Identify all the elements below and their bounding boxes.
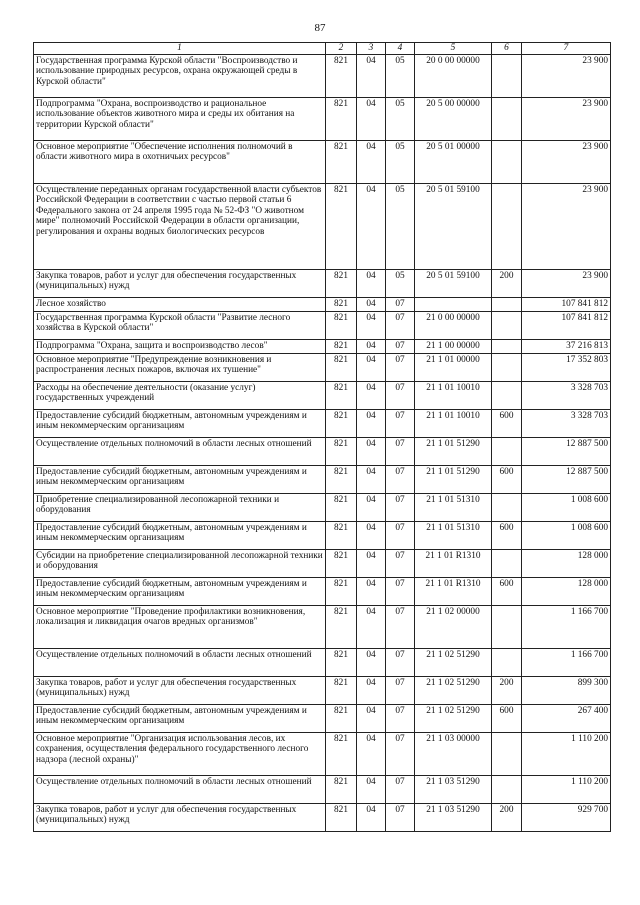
expense-type-cell	[492, 437, 522, 465]
ministry-code-cell: 821	[326, 732, 357, 775]
column-header-6: 6	[492, 43, 522, 55]
table-row	[34, 183, 611, 269]
row-name-cell: Подпрограмма "Охрана, воспроизводство и рациональное использование объектов животного мира и среды их обитания на территории Курской области"	[34, 97, 326, 140]
target-code-cell: 21 1 00 00000	[415, 339, 492, 353]
expense-type-cell	[492, 648, 522, 676]
row-name-cell: Предоставление субсидий бюджетным, автономным учреждениям и иным некоммерческим организациям	[34, 465, 326, 493]
table-row	[34, 732, 611, 775]
target-code-cell: 21 1 01 51310	[415, 521, 492, 549]
table-row	[34, 311, 611, 339]
ministry-code-cell: 821	[326, 521, 357, 549]
expense-type-cell: 600	[492, 409, 522, 437]
column-header-3: 3	[357, 43, 386, 55]
amount-cell: 23 900	[522, 269, 611, 297]
row-name-cell: Лесное хозяйство	[34, 297, 326, 311]
column-header-5: 5	[415, 43, 492, 55]
ministry-code-cell: 821	[326, 54, 357, 97]
ministry-code-cell: 821	[326, 269, 357, 297]
subsection-code-cell: 07	[386, 381, 415, 409]
amount-cell: 12 887 500	[522, 465, 611, 493]
ministry-code-cell: 821	[326, 676, 357, 704]
amount-cell: 128 000	[522, 577, 611, 605]
amount-cell: 23 900	[522, 183, 611, 269]
table-row	[34, 648, 611, 676]
section-code-cell: 04	[357, 549, 386, 577]
target-code-cell: 21 0 00 00000	[415, 311, 492, 339]
expense-type-cell	[492, 605, 522, 648]
ministry-code-cell: 821	[326, 409, 357, 437]
table-row	[34, 97, 611, 140]
row-name-cell: Основное мероприятие "Предупреждение возникновения и распространения лесных пожаров, включая их тушение"	[34, 353, 326, 381]
subsection-code-cell: 07	[386, 549, 415, 577]
amount-cell: 12 887 500	[522, 437, 611, 465]
subsection-code-cell: 07	[386, 339, 415, 353]
ministry-code-cell: 821	[326, 353, 357, 381]
amount-cell: 107 841 812	[522, 311, 611, 339]
section-code-cell: 04	[357, 577, 386, 605]
target-code-cell: 21 1 01 51290	[415, 465, 492, 493]
row-name-cell: Осуществление отдельных полномочий в области лесных отношений	[34, 648, 326, 676]
ministry-code-cell: 821	[326, 311, 357, 339]
section-code-cell: 04	[357, 465, 386, 493]
subsection-code-cell: 05	[386, 97, 415, 140]
expense-type-cell: 600	[492, 521, 522, 549]
section-code-cell: 04	[357, 381, 386, 409]
table-row	[34, 297, 611, 311]
section-code-cell: 04	[357, 803, 386, 831]
target-code-cell: 21 1 01 10010	[415, 381, 492, 409]
section-code-cell: 04	[357, 437, 386, 465]
expense-type-cell	[492, 775, 522, 803]
expense-type-cell: 600	[492, 577, 522, 605]
table-row	[34, 775, 611, 803]
target-code-cell: 20 0 00 00000	[415, 54, 492, 97]
target-code-cell: 21 1 02 51290	[415, 648, 492, 676]
ministry-code-cell: 821	[326, 465, 357, 493]
table-row	[34, 140, 611, 183]
amount-cell: 3 328 703	[522, 381, 611, 409]
expense-type-cell	[492, 54, 522, 97]
section-code-cell: 04	[357, 704, 386, 732]
amount-cell: 23 900	[522, 140, 611, 183]
table-row	[34, 549, 611, 577]
section-code-cell: 04	[357, 521, 386, 549]
amount-cell: 1 166 700	[522, 605, 611, 648]
section-code-cell: 04	[357, 54, 386, 97]
row-name-cell: Государственная программа Курской области "Воспроизводство и использование природных ресурсов, охрана окружающей среды в Курской области"	[34, 54, 326, 97]
table-body	[34, 54, 611, 831]
amount-cell: 23 900	[522, 97, 611, 140]
row-name-cell: Расходы на обеспечение деятельности (оказание услуг) государственных учреждений	[34, 381, 326, 409]
table-row	[34, 381, 611, 409]
target-code-cell: 21 1 03 00000	[415, 732, 492, 775]
section-code-cell: 04	[357, 605, 386, 648]
table-row	[34, 493, 611, 521]
subsection-code-cell: 07	[386, 605, 415, 648]
row-name-cell: Основное мероприятие "Организация использования лесов, их сохранения, осуществления федерального государственного лесного надзора (лесной охраны)"	[34, 732, 326, 775]
ministry-code-cell: 821	[326, 381, 357, 409]
table-row	[34, 465, 611, 493]
row-name-cell: Закупка товаров, работ и услуг для обеспечения государственных (муниципальных) нужд	[34, 803, 326, 831]
target-code-cell: 20 5 01 59100	[415, 269, 492, 297]
ministry-code-cell: 821	[326, 577, 357, 605]
amount-cell: 1 110 200	[522, 732, 611, 775]
section-code-cell: 04	[357, 183, 386, 269]
amount-cell: 899 300	[522, 676, 611, 704]
target-code-cell: 21 1 02 51290	[415, 676, 492, 704]
section-code-cell: 04	[357, 775, 386, 803]
table-row	[34, 521, 611, 549]
subsection-code-cell: 07	[386, 775, 415, 803]
subsection-code-cell: 07	[386, 648, 415, 676]
section-code-cell: 04	[357, 339, 386, 353]
section-code-cell: 04	[357, 732, 386, 775]
expense-type-cell: 600	[492, 465, 522, 493]
row-name-cell: Приобретение специализированной лесопожарной техники и оборудования	[34, 493, 326, 521]
table-row	[34, 269, 611, 297]
section-code-cell: 04	[357, 493, 386, 521]
ministry-code-cell: 821	[326, 140, 357, 183]
subsection-code-cell: 05	[386, 269, 415, 297]
table-row	[34, 54, 611, 97]
subsection-code-cell: 07	[386, 437, 415, 465]
expense-type-cell	[492, 732, 522, 775]
subsection-code-cell: 07	[386, 676, 415, 704]
column-number-row	[34, 43, 611, 55]
ministry-code-cell: 821	[326, 437, 357, 465]
expense-type-cell	[492, 97, 522, 140]
section-code-cell: 04	[357, 269, 386, 297]
section-code-cell: 04	[357, 648, 386, 676]
subsection-code-cell: 07	[386, 521, 415, 549]
target-code-cell: 20 5 01 59100	[415, 183, 492, 269]
expense-type-cell	[492, 183, 522, 269]
amount-cell: 37 216 813	[522, 339, 611, 353]
target-code-cell: 21 1 02 51290	[415, 704, 492, 732]
subsection-code-cell: 07	[386, 311, 415, 339]
ministry-code-cell: 821	[326, 803, 357, 831]
row-name-cell: Закупка товаров, работ и услуг для обеспечения государственных (муниципальных) нужд	[34, 269, 326, 297]
subsection-code-cell: 07	[386, 297, 415, 311]
ministry-code-cell: 821	[326, 549, 357, 577]
section-code-cell: 04	[357, 409, 386, 437]
subsection-code-cell: 07	[386, 803, 415, 831]
table-row	[34, 353, 611, 381]
table-row	[34, 803, 611, 831]
target-code-cell: 20 5 00 00000	[415, 97, 492, 140]
target-code-cell	[415, 297, 492, 311]
ministry-code-cell: 821	[326, 97, 357, 140]
expense-type-cell: 200	[492, 269, 522, 297]
target-code-cell: 20 5 01 00000	[415, 140, 492, 183]
ministry-code-cell: 821	[326, 648, 357, 676]
subsection-code-cell: 07	[386, 493, 415, 521]
section-code-cell: 04	[357, 311, 386, 339]
ministry-code-cell: 821	[326, 704, 357, 732]
ministry-code-cell: 821	[326, 297, 357, 311]
subsection-code-cell: 07	[386, 465, 415, 493]
table-row	[34, 676, 611, 704]
amount-cell: 1 008 600	[522, 521, 611, 549]
target-code-cell: 21 1 01 10010	[415, 409, 492, 437]
section-code-cell: 04	[357, 353, 386, 381]
amount-cell: 1 110 200	[522, 775, 611, 803]
row-name-cell: Государственная программа Курской области "Развитие лесного хозяйства в Курской области"	[34, 311, 326, 339]
section-code-cell: 04	[357, 140, 386, 183]
row-name-cell: Предоставление субсидий бюджетным, автономным учреждениям и иным некоммерческим организациям	[34, 409, 326, 437]
row-name-cell: Закупка товаров, работ и услуг для обеспечения государственных (муниципальных) нужд	[34, 676, 326, 704]
section-code-cell: 04	[357, 297, 386, 311]
amount-cell: 267 400	[522, 704, 611, 732]
ministry-code-cell: 821	[326, 605, 357, 648]
amount-cell: 128 000	[522, 549, 611, 577]
ministry-code-cell: 821	[326, 339, 357, 353]
target-code-cell: 21 1 01 R1310	[415, 549, 492, 577]
table-row	[34, 339, 611, 353]
expense-type-cell	[492, 381, 522, 409]
row-name-cell: Предоставление субсидий бюджетным, автономным учреждениям и иным некоммерческим организациям	[34, 704, 326, 732]
row-name-cell: Основное мероприятие "Проведение профилактики возникновения, локализация и ликвидация очагов вредных организмов"	[34, 605, 326, 648]
expense-type-cell: 200	[492, 676, 522, 704]
row-name-cell: Осуществление отдельных полномочий в области лесных отношений	[34, 437, 326, 465]
ministry-code-cell: 821	[326, 183, 357, 269]
expense-type-cell	[492, 549, 522, 577]
target-code-cell: 21 1 02 00000	[415, 605, 492, 648]
row-name-cell: Предоставление субсидий бюджетным, автономным учреждениям и иным некоммерческим организациям	[34, 577, 326, 605]
expense-type-cell	[492, 311, 522, 339]
expense-type-cell	[492, 353, 522, 381]
section-code-cell: 04	[357, 97, 386, 140]
row-name-cell: Подпрограмма "Охрана, защита и воспроизводство лесов"	[34, 339, 326, 353]
column-header-7: 7	[522, 43, 611, 55]
ministry-code-cell: 821	[326, 775, 357, 803]
amount-cell: 3 328 703	[522, 409, 611, 437]
target-code-cell: 21 1 01 R1310	[415, 577, 492, 605]
column-header-4: 4	[386, 43, 415, 55]
subsection-code-cell: 07	[386, 704, 415, 732]
amount-cell: 929 700	[522, 803, 611, 831]
subsection-code-cell: 07	[386, 732, 415, 775]
ministry-code-cell: 821	[326, 493, 357, 521]
expense-type-cell	[492, 339, 522, 353]
row-name-cell: Осуществление переданных органам государственной власти субъектов Российской Федерации в соответствии с частью первой статьи 6 Федерального закона от 24 апреля 1995 года № 52-ФЗ "О животном мире" полномочий Российской Федерации в области организации, регулирования и охраны водных биологических ресурсов	[34, 183, 326, 269]
amount-cell: 1 166 700	[522, 648, 611, 676]
amount-cell: 23 900	[522, 54, 611, 97]
target-code-cell: 21 1 03 51290	[415, 775, 492, 803]
amount-cell: 107 841 812	[522, 297, 611, 311]
expense-type-cell	[492, 297, 522, 311]
subsection-code-cell: 07	[386, 409, 415, 437]
target-code-cell: 21 1 01 00000	[415, 353, 492, 381]
subsection-code-cell: 05	[386, 183, 415, 269]
expense-type-cell	[492, 493, 522, 521]
expense-type-cell	[492, 140, 522, 183]
subsection-code-cell: 07	[386, 577, 415, 605]
row-name-cell: Осуществление отдельных полномочий в области лесных отношений	[34, 775, 326, 803]
target-code-cell: 21 1 03 51290	[415, 803, 492, 831]
amount-cell: 17 352 803	[522, 353, 611, 381]
expense-type-cell: 600	[492, 704, 522, 732]
row-name-cell: Основное мероприятие "Обеспечение исполнения полномочий в области животного мира в охотничьих ресурсов"	[34, 140, 326, 183]
expense-type-cell: 200	[492, 803, 522, 831]
row-name-cell: Предоставление субсидий бюджетным, автономным учреждениям и иным некоммерческим организациям	[34, 521, 326, 549]
column-header-2: 2	[326, 43, 357, 55]
subsection-code-cell: 05	[386, 54, 415, 97]
table-row	[34, 437, 611, 465]
table-row	[34, 605, 611, 648]
column-header-1: 1	[34, 43, 326, 55]
table-row	[34, 704, 611, 732]
amount-cell: 1 008 600	[522, 493, 611, 521]
page-number: 87	[314, 22, 326, 34]
table-row	[34, 409, 611, 437]
subsection-code-cell: 05	[386, 140, 415, 183]
target-code-cell: 21 1 01 51310	[415, 493, 492, 521]
table-row	[34, 577, 611, 605]
subsection-code-cell: 07	[386, 353, 415, 381]
budget-table	[33, 42, 611, 832]
target-code-cell: 21 1 01 51290	[415, 437, 492, 465]
row-name-cell: Субсидии на приобретение специализированной лесопожарной техники и оборудования	[34, 549, 326, 577]
section-code-cell: 04	[357, 676, 386, 704]
